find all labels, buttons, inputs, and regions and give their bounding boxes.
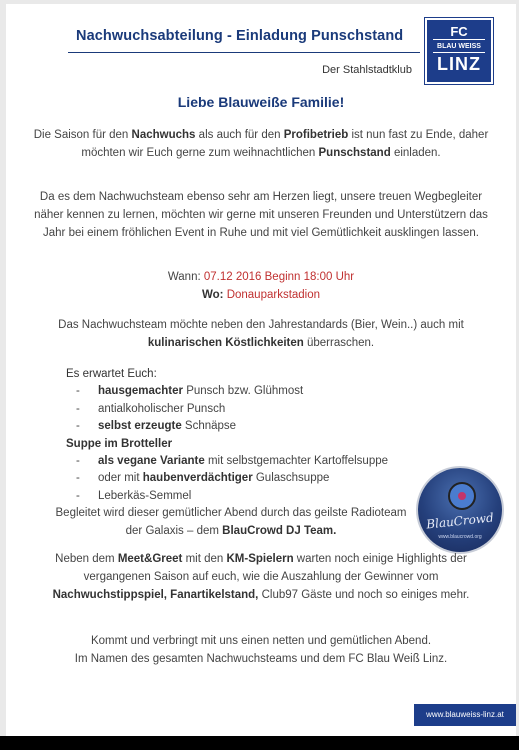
invitation-paragraph: Da es dem Nachwuchsteam ebenso sehr am Herzen liegt, unsere treuen Wegbegleiter näher kennen zu lernen, möchten wir gerne mit unseren Freunden und Unterstützern das Jahr bei einem fröhlichen Event in Ruhe und mit viel Gemütlichkeit ausklingen lassen. [34,191,488,239]
highlights-bold: Meet&Greet [117,553,183,565]
closing-line: Kommt und verbringt mit uns einen netten und gemütlichen Abend. [90,635,432,647]
food-text: überraschen. [307,337,375,349]
vinyl-record-icon [448,482,476,510]
list-item: - selbst erzeugte Schnäpse [76,420,237,433]
soup-heading: Suppe im Brotteller [66,437,173,450]
header-divider [68,52,420,53]
intro-bold-punschstand: Punschstand [318,147,391,159]
item-text: mit selbstgemachter Kartoffelsuppe [204,455,389,468]
item-text: Schnäpse [181,420,237,433]
offers-list [66,366,396,505]
logo-divider [433,52,485,53]
intro-text: ist nun fast zu Ende, daher möchten wir Euch gerne zum weihnachtlichen [81,129,489,159]
blaucrowd-badge [418,468,502,552]
dj-text: Begleitet wird dieser gemütlicher Abend durch das geilste Radioteam der Galaxis – dem [55,507,407,537]
club-logo [425,18,493,84]
when-value: 07.12 2016 Beginn 18:00 Uhr [203,271,355,283]
item-text: Leberkäs-Semmel [98,489,192,502]
badge-brand: BlauCrowd [425,510,495,532]
page-title: Nachwuchsabteilung - Einladung Punschstand [76,28,404,44]
closing-paragraph [26,632,496,668]
highlights-text: mit den [185,553,224,565]
highlights-text: Club97 Gäste und noch so einiges mehr. [261,589,470,601]
highlights-bold: Nachwuchstippspiel, Fanartikelstand, [52,589,259,601]
item-text: oder mit [98,472,143,485]
event-where [26,286,496,304]
food-text: Das Nachwuchsteam möchte neben den Jahrestandards (Bier, Wein..) auch mit [58,319,464,331]
highlights-text: Neben dem [55,553,115,565]
intro-bold-nachwuchs: Nachwuchs [131,129,196,141]
intro-text: einladen. [393,147,441,159]
item-bold: selbst erzeugte [98,420,182,433]
list-item: - als vegane Variante mit selbstgemachter Kartoffelsuppe [76,455,389,468]
item-text: antialkoholischer Punsch [98,402,226,415]
item-bold: hausgemachter [98,385,184,398]
highlights-bold: KM-Spielern [226,553,294,565]
item-text: Gulaschsuppe [252,472,330,485]
intro-text: als auch für den [198,129,281,141]
intro-bold-profibetrieb: Profibetrieb [283,129,349,141]
closing-line: Im Namen des gesamten Nachwuchsteams und dem FC Blau Weiß Linz. [74,653,448,665]
greeting-heading: Liebe Blauweiße Familie! [177,94,345,110]
item-bold: als vegane Variante [98,455,205,468]
list-item: - hausgemachter Punsch bzw. Glühmost [76,385,304,398]
item-text: Punsch bzw. Glühmost [183,385,304,398]
badge-url: www.blaucrowd.org [438,534,482,540]
dj-paragraph [46,504,416,540]
list-item: - Leberkäs-Semmel [76,489,192,502]
food-paragraph [26,316,496,352]
logo-fc-text: FC [450,24,468,39]
item-bold: haubenverdächtiger [142,472,253,485]
logo-linz-text: LINZ [437,54,481,74]
when-label: Wann: [167,271,201,283]
logo-divider [433,39,485,40]
food-bold-text: kulinarischen Köstlichkeiten [147,337,304,349]
logo-blau-weiss-text: BLAU WEISS [437,43,481,50]
where-label: Wo: [201,289,224,301]
list-item: - antialkoholischer Punsch [76,402,226,415]
highlights-paragraph [26,550,496,604]
highlights-text: warten noch einige Highlights der vergangenen Saison auf euch, wie die Auszahlung der Gewinner vom [83,553,467,583]
list-item: - oder mit haubenverdächtiger Gulaschsuppe [76,472,330,485]
event-details [26,268,496,304]
dj-bold-text: BlauCrowd DJ Team. [222,525,337,537]
event-when [26,268,496,286]
offers-heading: Es erwartet Euch: [66,368,157,380]
where-value: Donauparkstadion [226,289,321,301]
intro-text: Die Saison für den [33,129,129,141]
bottom-bar [0,736,519,750]
club-tagline: Der Stahlstadtklub [322,64,412,76]
intro-paragraph [26,126,496,162]
website-link[interactable]: www.blauweiss-linz.at [414,704,516,726]
invitation-page [6,4,516,736]
